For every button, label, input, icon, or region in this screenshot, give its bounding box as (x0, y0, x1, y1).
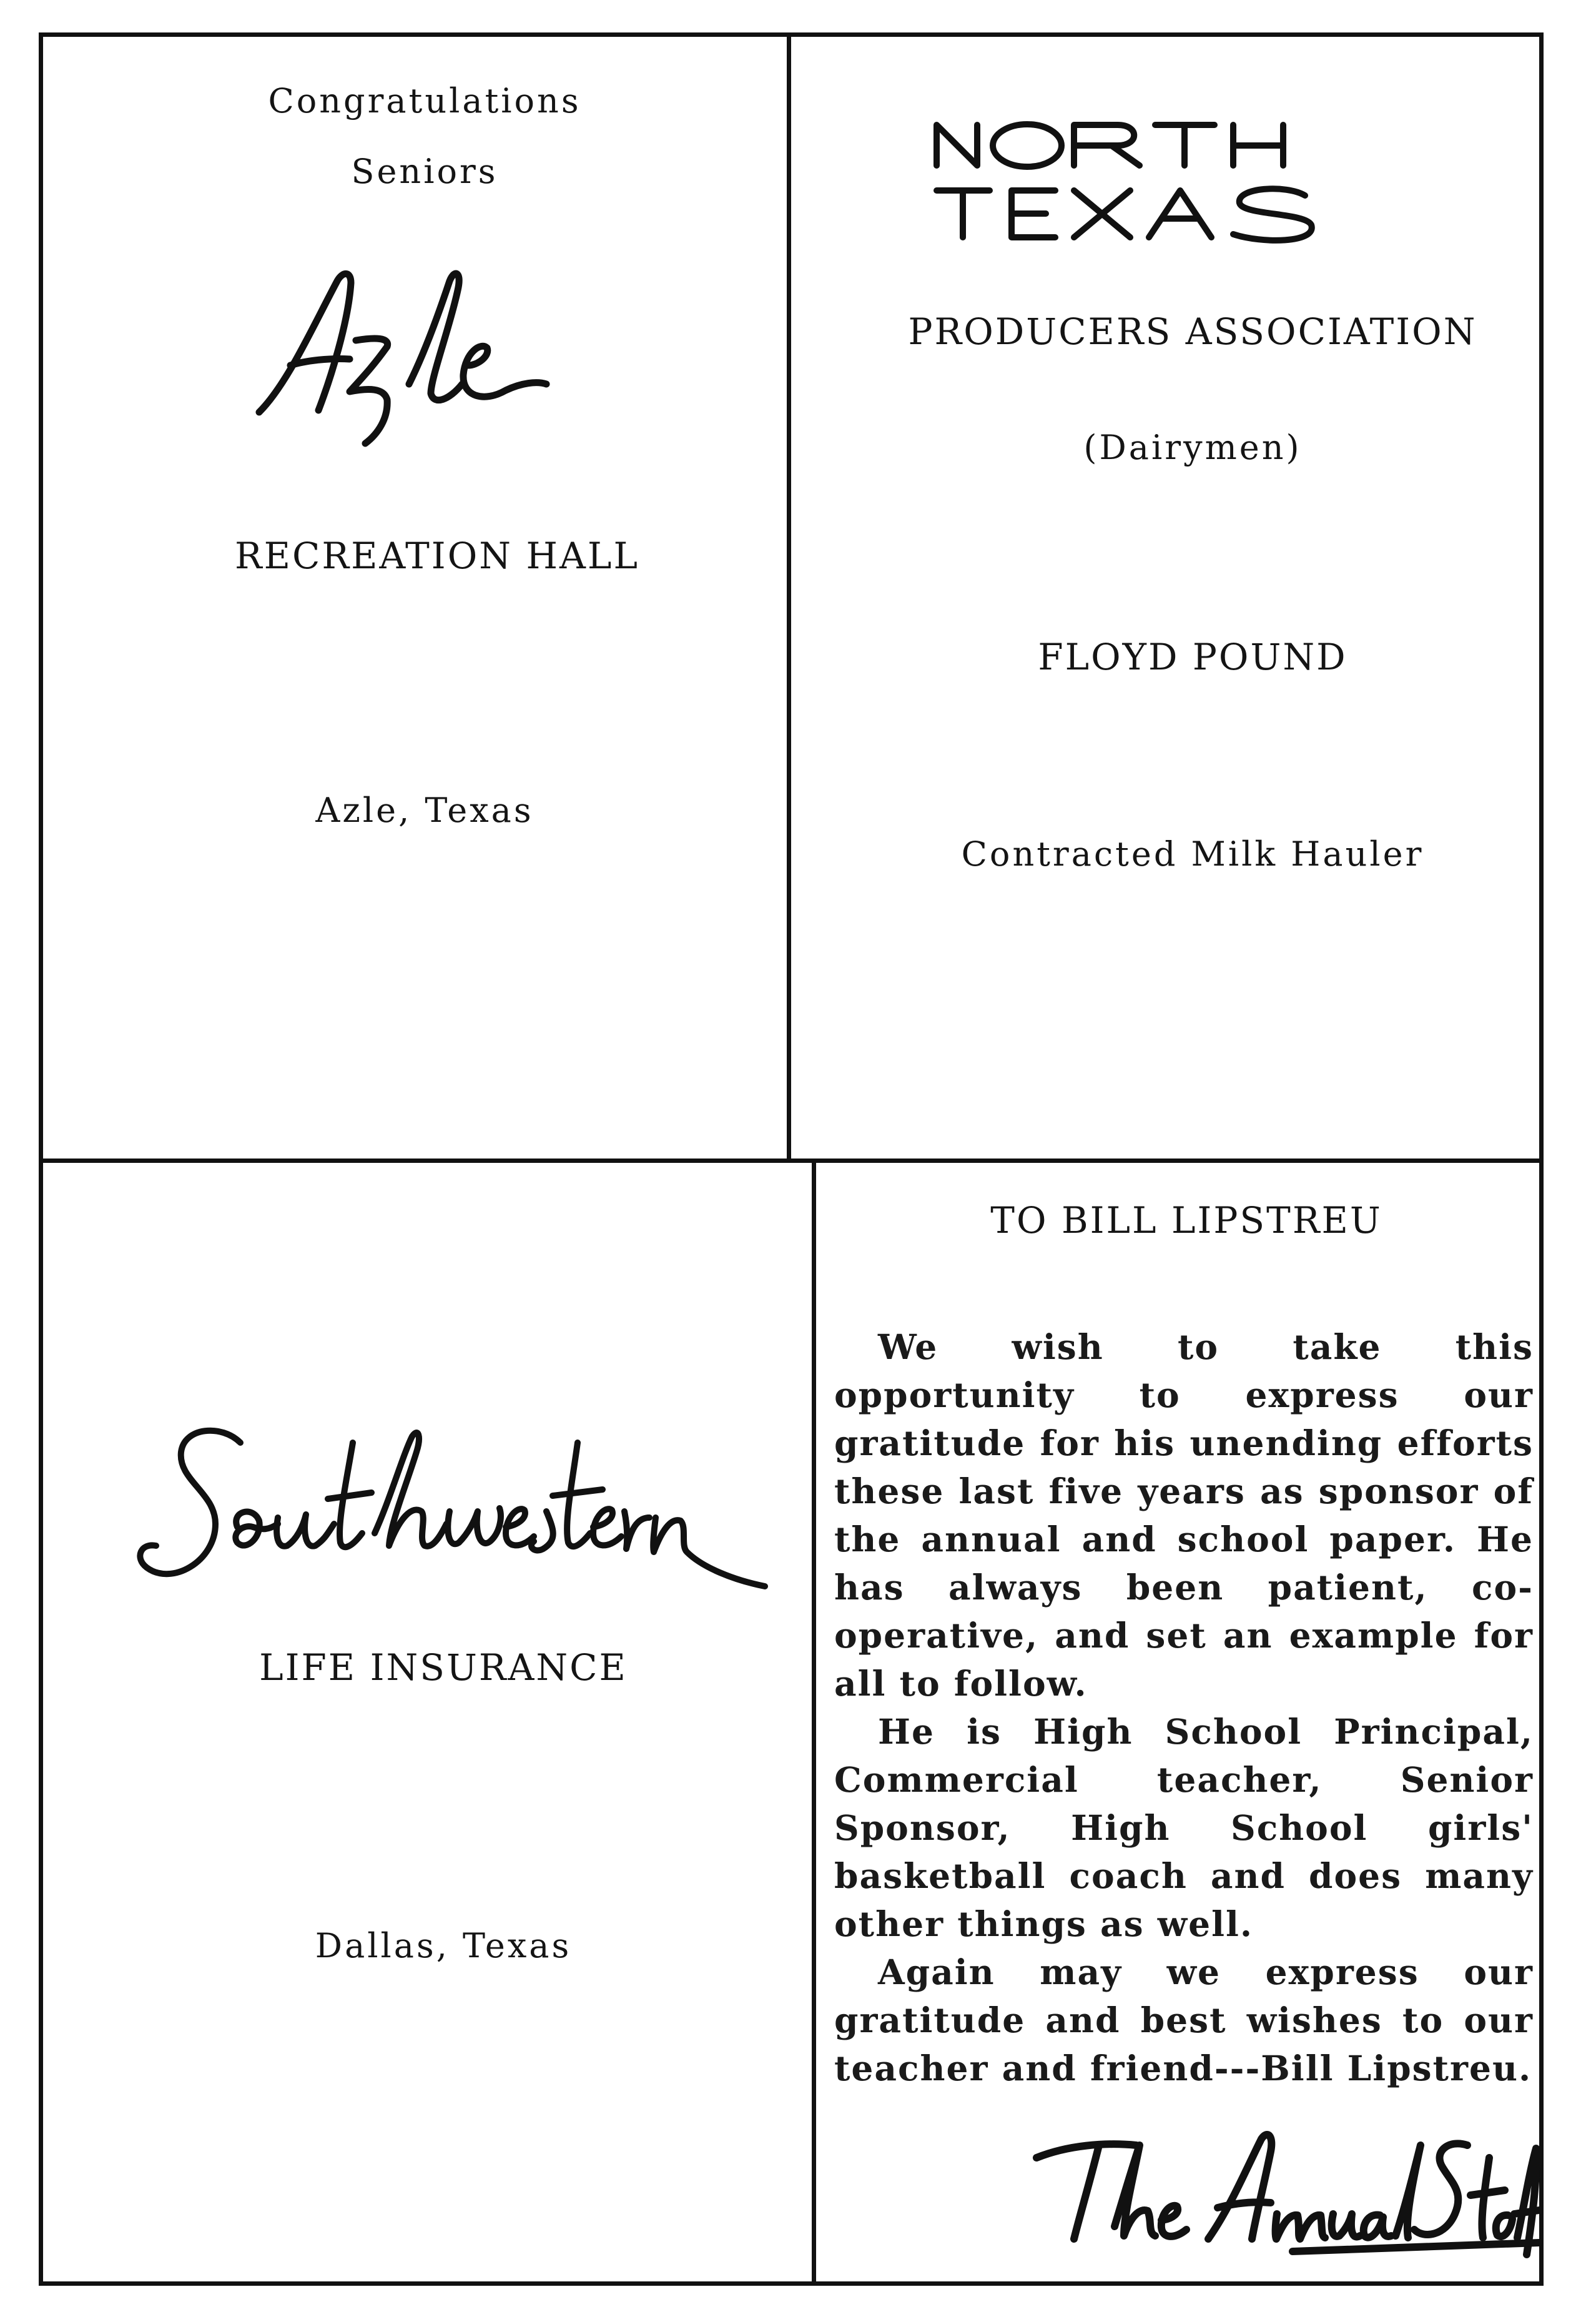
horizontal-divider (39, 1158, 1544, 1163)
north-texas-logo (924, 116, 1411, 256)
life-insurance-text: LIFE INSURANCE (259, 1646, 628, 1689)
floyd-pound-text: FLOYD POUND (1038, 636, 1347, 678)
letter-paragraph: Again may we express our gratitude and best wishes to our teacher and friend---Bill Lipstreu. (834, 1952, 1534, 2088)
congratulations-text: Congratulations (268, 81, 581, 121)
dairymen-text: (Dairymen) (1083, 428, 1302, 467)
letter-body (834, 1323, 1534, 2092)
seniors-text: Seniors (351, 152, 498, 191)
annual-staff-signature (1030, 2120, 1542, 2264)
azle-script-logo (244, 247, 556, 459)
milk-hauler-text: Contracted Milk Hauler (961, 834, 1424, 874)
producers-association-text: PRODUCERS ASSOCIATION (908, 310, 1477, 353)
letter-paragraph: He is High School Principal, Commercial teacher, Senior Sponsor, High School girls' basketball coach and does many other things as well. (834, 1711, 1534, 1944)
vertical-divider-bottom (812, 1158, 816, 2286)
recreation-hall-text: RECREATION HALL (235, 535, 639, 577)
letter-heading: TO BILL LIPSTREU (990, 1199, 1382, 1242)
letter-paragraph: We wish to take this opportunity to express our gratitude for his unending efforts these last five years as sponsor of the annual and school paper. He has always been patient, co-operative, and set an example for all to follow. (834, 1326, 1534, 1704)
dallas-texas-text: Dallas, Texas (315, 1926, 572, 1965)
azle-texas-text: Azle, Texas (315, 791, 534, 830)
vertical-divider-top (787, 32, 791, 1163)
southwestern-script-logo (128, 1418, 777, 1618)
